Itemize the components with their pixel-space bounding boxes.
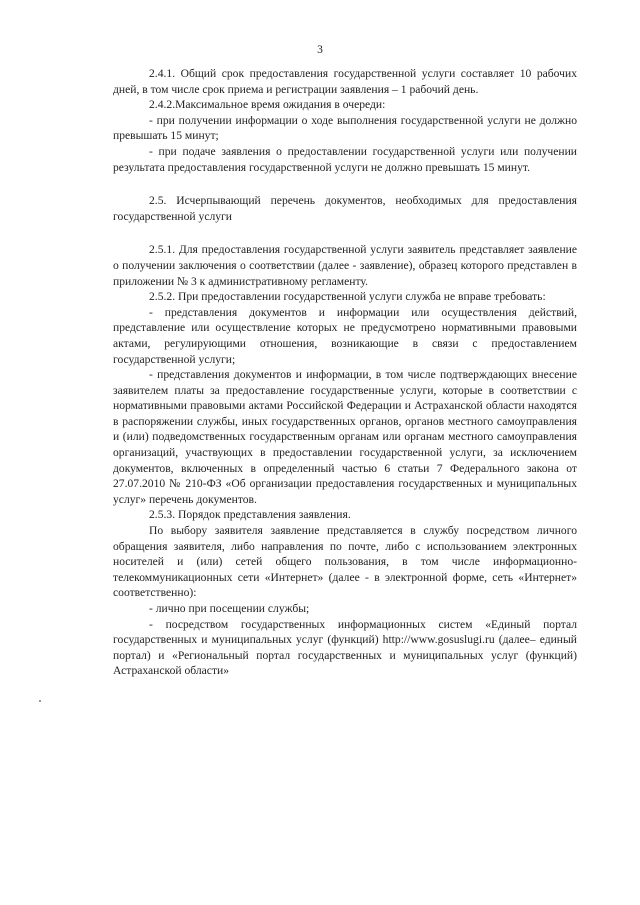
section-heading-2-5: 2.5. Исчерпывающий перечень документов, необходимых для предоставления государственной услуги: [113, 194, 577, 223]
scan-artifact-dot: [39, 700, 41, 702]
paragraph-2-4-2: 2.4.2.Максимальное время ожидания в очереди:: [149, 98, 386, 112]
list-item-in-person: - лично при посещении службы;: [149, 602, 310, 615]
list-item-queue-info: - при получении информации о ходе выполнения государственной услуги не должно превышать 15 минут;: [113, 113, 577, 143]
paragraph-2-4-1: 2.4.1. Общий срок предоставления государственной услуги составляет 10 рабочих дней, в том числе срок приема и регистрации заявления – 1 рабочий день.: [113, 67, 577, 96]
paragraph-2-5-2: 2.5.2. При предоставлении государственной услуги служба не вправе требовать:: [149, 290, 546, 304]
page-number: 3: [317, 44, 323, 56]
list-item-portal: - посредством государственных информационных систем «Единый портал государственных и муниципальных услуг (функций) http://www.gosuslugi.ru (далее– единый портал) и «Региональный портал государственных и муниципальных услуг (функций) Астраханской области»: [113, 617, 577, 678]
list-item-queue-submission: - при подаче заявления о предоставлении государственной услуги или получении результата предоставления государственной услуги не должно превышать 15 минут.: [113, 144, 577, 174]
list-item-no-available-documents: - представления документов и информации, в том числе подтверждающих внесение заявителем платы за предоставление государственные услуги, которые в соответствии с нормативными правовыми актами Российской Федерации и Астраханской области находятся в распоряжении службы, иных государственных органов, органов местного самоуправления и (или) подведомственных государственным органам или органам местного самоуправления организаций, участвующих в предоставлении государственной услуги, за исключением документов, включенных в определенный частью 6 статьи 7 Федерального закона от 27.07.2010 № 210-ФЗ «Об организации предоставления государственных и муниципальных услуг» перечень документов.: [113, 368, 577, 506]
list-item-no-extra-documents: - представления документов и информации или осуществления действий, представление или осуществление которых не предусмотрено нормативными правовыми актами, регулирующими отношения, возникающие в связи с предоставлением государственной услуги;: [113, 305, 577, 366]
paragraph-submission-methods: По выбору заявителя заявление представляется в службу посредством личного обращения заявителя, либо направления по почте, либо с использованием электронных носителей и (или) сетей общего пользования, в том числе информационно-телекоммуникационных сети «Интернет» (далее - в электронной форме, сеть «Интернет» соответственно):: [113, 524, 577, 600]
document-body: [113, 66, 577, 679]
paragraph-2-5-3: 2.5.3. Порядок представления заявления.: [149, 508, 351, 522]
paragraph-2-5-1: 2.5.1. Для предоставления государственной услуги заявитель представляет заявление о получении заключения о соответствии (далее - заявление), образец которого представлен в приложении № 3 к административному регламенту.: [113, 243, 577, 288]
